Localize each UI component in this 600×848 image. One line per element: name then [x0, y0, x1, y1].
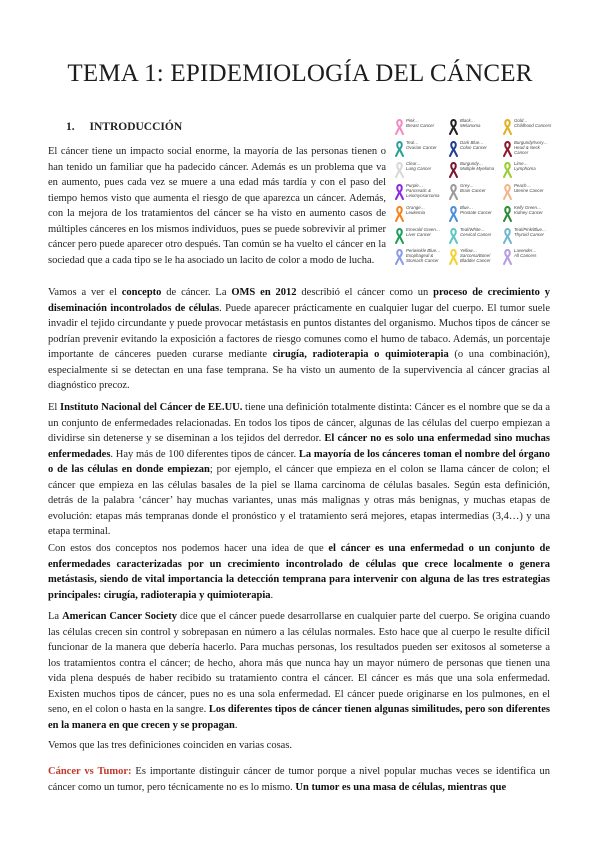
ribbon-item: [395, 183, 447, 205]
ribbon-label: Peach… Uterine Cancer: [514, 183, 544, 194]
ribbon-label: Pink… Breast Cancer: [406, 118, 435, 128]
section-number: 1.: [66, 121, 75, 133]
ribbon-item: [395, 205, 447, 227]
ribbon-label: Lime… Lymphoma: [514, 161, 536, 172]
paragraph-combined-concept: Con estos dos conceptos nos podemos hacer una idea de que el cáncer es una enfermedad o un conjunto de enfermedades caracterizadas por un crecimiento incontrolado de células que crece localmente o genera metástasis, siendo de vital importancia la detección temprana para intervenir con alguna de las tres estrategias principales: cirugía, radioterapia y quimioterapia.: [48, 543, 550, 601]
ribbon-item: [395, 118, 447, 140]
ribbon-item: [395, 161, 447, 183]
ribbon-label: Grey… Brain Cancer: [460, 183, 486, 194]
ribbon-label: Blue… Prostate Cancer: [460, 204, 492, 215]
awareness-ribbon-icon: [395, 249, 404, 265]
awareness-ribbon-icon: [395, 141, 404, 157]
awareness-ribbon-icon: [449, 162, 458, 178]
ribbon-label: Burgundy/Ivory… Head & Neck Cancer: [514, 139, 548, 155]
awareness-ribbon-icon: [449, 228, 458, 244]
awareness-ribbon-icon: [503, 119, 512, 135]
paragraph-nci-definition: El Instituto Nacional del Cáncer de EE.UU. tiene una definición totalmente distinta: Cáncer es el nombre que se da a un conjunto de enfermedades relacionadas. En todos los tipos de cáncer, algunas de las células del cuerpo empiezan a dividirse sin detenerse y se diseminan a los tejidos del derredor. El cáncer no es solo una enfermedad sino muchas enfermedades. Hay más de 100 diferentes tipos de cáncer. La mayoría de los cánceres toman el nombre del órgano o de las células en donde empiezan; por ejemplo, el cáncer que empieza en el colon se llama cáncer de colon; el cáncer que empieza en las células basales de la piel se llama carcinoma de células basales. Según esta definición, detrás de la palabra ‘cáncer’ hay muchas variantes, unas más malignas y otras más benignas, y muchas etapas de evolución: etapas más tempranas donde el pronóstico y el tratamiento será mejores, etapas intermedias (3,4…) y una etapa terminal.: [48, 402, 550, 537]
awareness-ribbon-icon: [503, 228, 512, 244]
awareness-ribbon-icon: [503, 141, 512, 157]
ribbon-item: [395, 248, 447, 270]
ribbon-item: [503, 227, 555, 249]
awareness-ribbon-icon: [395, 228, 404, 244]
ribbon-item: [449, 140, 501, 162]
ribbon-item: [449, 227, 501, 249]
ribbon-label: Gold… Childhood Cancers: [514, 118, 552, 128]
ribbon-label: Dark Blue… Colon Cancer: [460, 139, 487, 150]
awareness-ribbon-icon: [449, 141, 458, 157]
awareness-ribbon-icon: [503, 249, 512, 265]
ribbon-item: [503, 205, 555, 227]
page-title: TEMA 1: EPIDEMIOLOGÍA DEL CÁNCER: [67, 60, 533, 87]
intro-paragraph: El cáncer tiene un impacto social enorme, la mayoría de las personas tienen o han tenido un familiar que ha padecido cáncer. Además es un problema que va en aumento, pues cada vez se muere a una edad más tardía y con el paso del tiempo hemos visto que aumenta el riesgo de que aparezca un cáncer. Además, con la mejora de los tratamientos del cáncer se ha visto en aumento casos de múltiples cánceres en los mismos individuos, pues se puede sobrevivir al primer cáncer pero puede aparecer otro después. Tan común se ha vuelto el cáncer en la sociedad que a cada tipo se le ha asociado un lacito de color a modo de lucha.: [48, 146, 386, 266]
paragraph-who-concept: Vamos a ver el concepto de cáncer. La OMS en 2012 describió el cáncer como un proceso de crecimiento y diseminación incontrolados de células. Puede aparecer prácticamente en cualquier lugar del cuerpo. El tumor suele invadir el tejido circundante y puede provocar metástasis en puntos distantes del organismo. Muchos tipos de cáncer se podrían prevenir evitando la exposición a factores de riesgo comunes como el humo de tabaco. Además, un porcentaje importante de cánceres pueden curarse mediante cirugía, radioterapia o quimioterapia (o una combinación), especialmente si se detectan en una fase temprana. Se ha visto un aumento de la supervivencia al cáncer gracias al diagnóstico precoz.: [48, 287, 550, 391]
ribbon-item: [449, 205, 501, 227]
cancer-vs-tumor-label: Cáncer vs Tumor:: [48, 766, 132, 777]
awareness-ribbon-icon: [395, 184, 404, 200]
ribbon-item: [449, 118, 501, 140]
ribbon-item: [503, 248, 555, 270]
ribbon-item: [449, 161, 501, 183]
ribbon-item: [449, 183, 501, 205]
awareness-ribbon-icon: [449, 119, 458, 135]
section-heading-text: INTRODUCCIÓN: [89, 121, 183, 133]
awareness-ribbon-icon: [449, 206, 458, 222]
ribbon-label: Clear… Lung Cancer: [406, 161, 432, 172]
paragraph-acs-definition: La American Cancer Society dice que el cáncer puede desarrollarse en cualquier parte del cuerpo. Se origina cuando las células crecen sin control y sobrepasan en número a las células normales. Esto hace que al cuerpo le resulte difícil funcionar de la manera que debería hacerlo. Para muchas personas, los resultados pueden ser exitosos al someterse a los tratamientos contra el cáncer; de hecho, ahora más que nunca hay un mayor número de personas que tienen una vida plena después de haber recibido su tratamiento contra el cáncer. El cáncer es más que una sola enfermedad. Existen muchos tipos de cáncer, pues no es una sola enfermedad. El cáncer puede originarse en los pulmones, en el seno, en el colon o hasta en la sangre. Los diferentes tipos de cáncer tienen algunas similitudes, pero son diferentes en la manera en que crecen y se propagan.: [48, 611, 551, 731]
ribbon-label: Periwinkle Blue… Esophageal & Stomach Cancer: [406, 248, 441, 264]
awareness-ribbon-icon: [503, 162, 512, 178]
ribbon-label: Black… Melanoma: [460, 118, 481, 128]
ribbon-label: Teal/White… Cervical Cancer: [460, 226, 492, 237]
awareness-ribbon-icon: [503, 184, 512, 200]
ribbon-label: Kelly Green… Kidney Cancer: [514, 204, 543, 215]
section-heading: [66, 121, 182, 133]
ribbon-label: Teal/Pink/Blue… Thyroid Cancer: [514, 226, 547, 237]
ribbon-label: Emerald Green… Liver Cancer: [406, 226, 441, 237]
ribbon-item: [449, 248, 501, 270]
awareness-ribbon-icon: [449, 184, 458, 200]
awareness-ribbon-icon: [503, 206, 512, 222]
awareness-ribbons-image: [395, 118, 555, 270]
ribbon-item: [395, 140, 447, 162]
ribbon-item: [503, 118, 555, 140]
ribbon-label: Yellow… Sarcoma/Bone/ Bladder Cancer: [460, 248, 491, 264]
ribbon-item: [395, 227, 447, 249]
ribbon-label: Purple… Pancreatic & Leiomyosarcoma: [406, 183, 440, 199]
ribbon-item: [503, 140, 555, 162]
awareness-ribbon-icon: [449, 249, 458, 265]
ribbon-label: Teal… Ovarian Cancer: [406, 139, 437, 150]
awareness-ribbon-icon: [395, 162, 404, 178]
paragraph-cancer-vs-tumor: Cáncer vs Tumor: Es importante distinguir cáncer de tumor porque a nivel popular muchas veces se identifica un cáncer como un tumor, pero técnicamente no es lo mismo. Un tumor es una masa de células, mientras que: [48, 766, 550, 793]
awareness-ribbon-icon: [395, 119, 404, 135]
paragraph-definitions-coincide: Vemos que las tres definiciones coinciden en varias cosas.: [48, 740, 293, 751]
ribbon-label: Orange… Leukemia: [406, 204, 426, 215]
awareness-ribbon-icon: [395, 206, 404, 222]
ribbon-item: [503, 183, 555, 205]
ribbon-label: Burgundy… Multiple Myeloma: [460, 161, 495, 172]
ribbon-item: [503, 161, 555, 183]
ribbon-label: Lavender… All Cancers: [514, 248, 537, 259]
